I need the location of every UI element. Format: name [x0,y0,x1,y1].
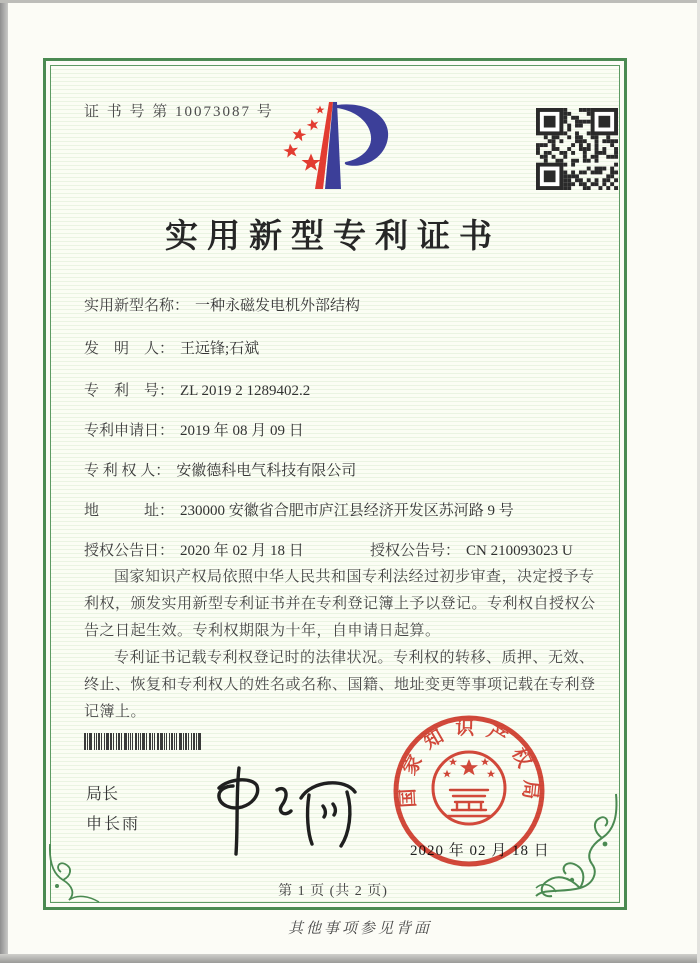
director-name: 申长雨 [86,816,141,833]
field-row-patentee [84,459,356,480]
field-row-grant-number [370,539,573,560]
scan-edge [0,0,700,3]
field-label: 专 利 号： [84,383,175,399]
field-row-filing-date [84,419,304,440]
field-value: 安徽德科电气科技有限公司 [176,463,357,479]
field-label: 专 利 权 人： [84,463,171,479]
field-label: 地 址： [84,503,175,519]
field-value: 一种永磁发电机外部结构 [195,298,361,314]
field-value: ZL 2019 2 1289402.2 [180,383,311,399]
page-number: 第 1 页 (共 2 页) [278,884,388,899]
field-value: 2020 年 02 月 18 日 [180,543,304,559]
qr-code [536,108,618,190]
field-label: 实用新型名称： [84,298,190,314]
seal-date: 2020 年 02 月 18 日 [410,843,550,859]
field-row-patent-no [84,379,310,400]
field-row-grant [84,539,573,560]
field-label: 授权公告号： [370,543,461,559]
logo-brush-icon [315,102,343,189]
field-row-name [84,294,360,315]
field-value: 230000 安徽省合肥市庐江县经济开发区苏河路 9 号 [180,503,514,519]
field-row-address [84,499,514,520]
logo-p-curve-icon [337,104,388,165]
logo-stars-icon [283,106,325,171]
page-title: 实用新型专利证书 [165,219,501,255]
scan-edge [0,954,700,963]
scan-edge [0,0,8,963]
legal-paragraph-1: 国家知识产权局依照中华人民共和国专利法经过初步审查，决定授予专利权，颁发实用新型专利证书并在专利登记簿上予以登记。专利权自授权公告之日起生效。专利权期限为十年，自申请日起算。 [84,569,596,639]
field-row-inventor [84,337,259,358]
field-value: 2019 年 08 月 09 日 [180,423,304,439]
director-title: 局长 [86,786,119,803]
barcode [84,733,256,751]
national-emblem-icon [433,752,505,824]
legal-text [84,564,606,726]
cnipa-logo [273,99,425,197]
cnipa-seal-icon [390,712,548,870]
field-label: 授权公告日： [84,543,175,559]
field-label: 专利申请日： [84,423,175,439]
svg-text:国家知识产权局: 国家知识产权局 [397,718,542,811]
legal-paragraph-2: 专利证书记载专利权登记时的法律状况。专利权的转移、质押、无效、终止、恢复和专利权人的姓名或名称、国籍、地址变更等事项记载在专利登记簿上。 [84,650,596,720]
back-side-note: 其他事项参见背面 [287,921,432,937]
field-label: 发 明 人： [84,341,175,357]
director-signature [195,762,373,860]
certificate-number: 证 书 号 第 10073087 号 [84,104,274,120]
field-value: CN 210093023 U [466,543,573,559]
field-value: 王远锋;石斌 [180,341,260,357]
